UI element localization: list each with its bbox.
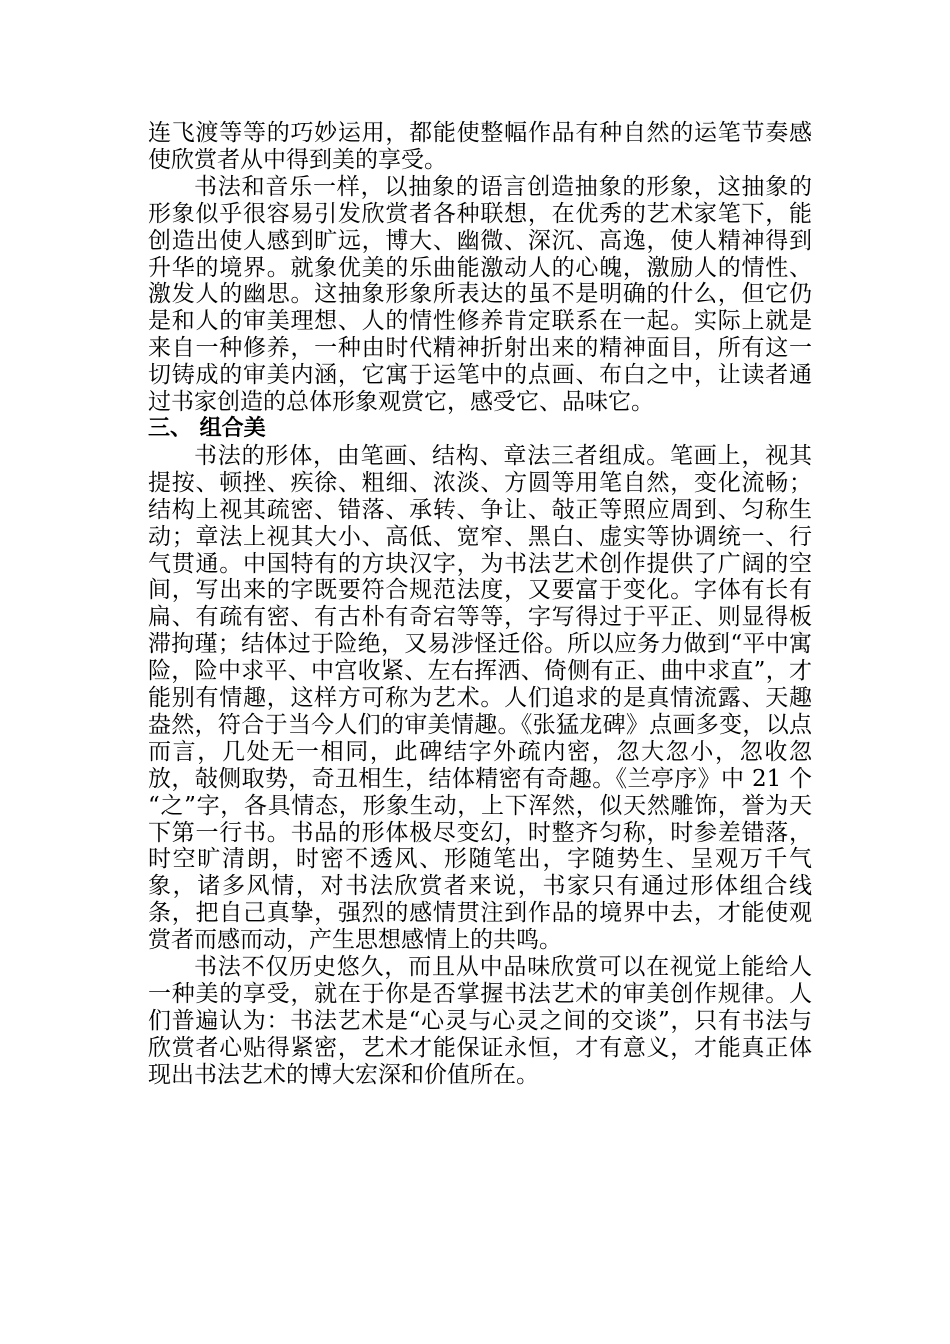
paragraph-continuation: 连飞渡等等的巧妙运用，都能使整幅作品有种自然的运笔节奏感使欣赏者从中得到美的享受。 [148,120,812,173]
paragraph-calligraphy-and-music: 书法和音乐一样，以抽象的语言创造抽象的形象，这抽象的形象似乎很容易引发欣赏者各种联想，在优秀的艺术家笔下，能创造出使人感到旷远，博大、幽微、深沉、高逸，使人精神得到升华的境界。就象优美的乐曲能激动人的心魄，激励人的情性、激发人的幽思。这抽象形象所表达的虽不是明确的什么，但它仍是和人的审美理想、人的情性修养肯定联系在一起。实际上就是来自一种修养，一种由时代精神折射出来的精神面目，所有这一切铸成的审美内涵，它寓于运笔中的点画、布白之中，让读者通过书家创造的总体形象观赏它，感受它、品味它。 [148,173,812,416]
paragraph-conclusion: 书法不仅历史悠久，而且从中品味欣赏可以在视觉上能给人一种美的享受，就在于你是否掌握书法艺术的审美创作规律。人们普遍认为：书法艺术是“心灵与心灵之间的交谈”，只有书法与欣赏者心贴得紧密，艺术才能保证永恒，才有意义，才能真正体现出书法艺术的博大宏深和价值所在。 [148,954,812,1088]
section-heading: 三、 组合美 [148,415,266,441]
paragraph-form-composition: 书法的形体，由笔画、结构、章法三者组成。笔画上，视其提按、顿挫、疾徐、粗细、浓淡、方圆等用笔自然，变化流畅；结构上视其疏密、错落、承转、争让、敧正等照应周到、匀称生动；章法上视其大小、高低、宽窄、黑白、虚实等协调统一、行气贯通。中国特有的方块汉字，为书法艺术创作提供了广阔的空间，写出来的字既要符合规范法度，又要富于变化。字体有长有扁、有疏有密、有古朴有奇宕等等，字写得过于平正、则显得板滞拘瑾；结体过于险绝，又易涉怪迁俗。所以应务力做到“平中寓险，险中求平、中宫收紧、左右挥洒、倚侧有正、曲中求直”，才能别有情趣，这样方可称为艺术。人们追求的是真情流露、天趣盎然，符合于当今人们的审美情趣。《张猛龙碑》点画多变，以点而言，几处无一相同，此碑结字外疏内密，忽大忽小，忽收忽放，敧侧取势，奇丑相生，结体精密有奇趣。《兰亭序》中 21 个 “之”字，各具情态，形象生动，上下浑然，似天然雕饰，誉为天下第一行书。书品的形体极尽变幻，时整齐匀称，时参差错落，时空旷清朗，时密不透风、形随笔出，字随势生、呈观万千气象，诸多风情，对书法欣赏者来说，书家只有通过形体组合线条，把自己真挚，强烈的感情贯注到作品的境界中去，才能使观赏者而感而动，产生思想感情上的共鸣。 [148,442,812,954]
document-page [148,120,812,1089]
